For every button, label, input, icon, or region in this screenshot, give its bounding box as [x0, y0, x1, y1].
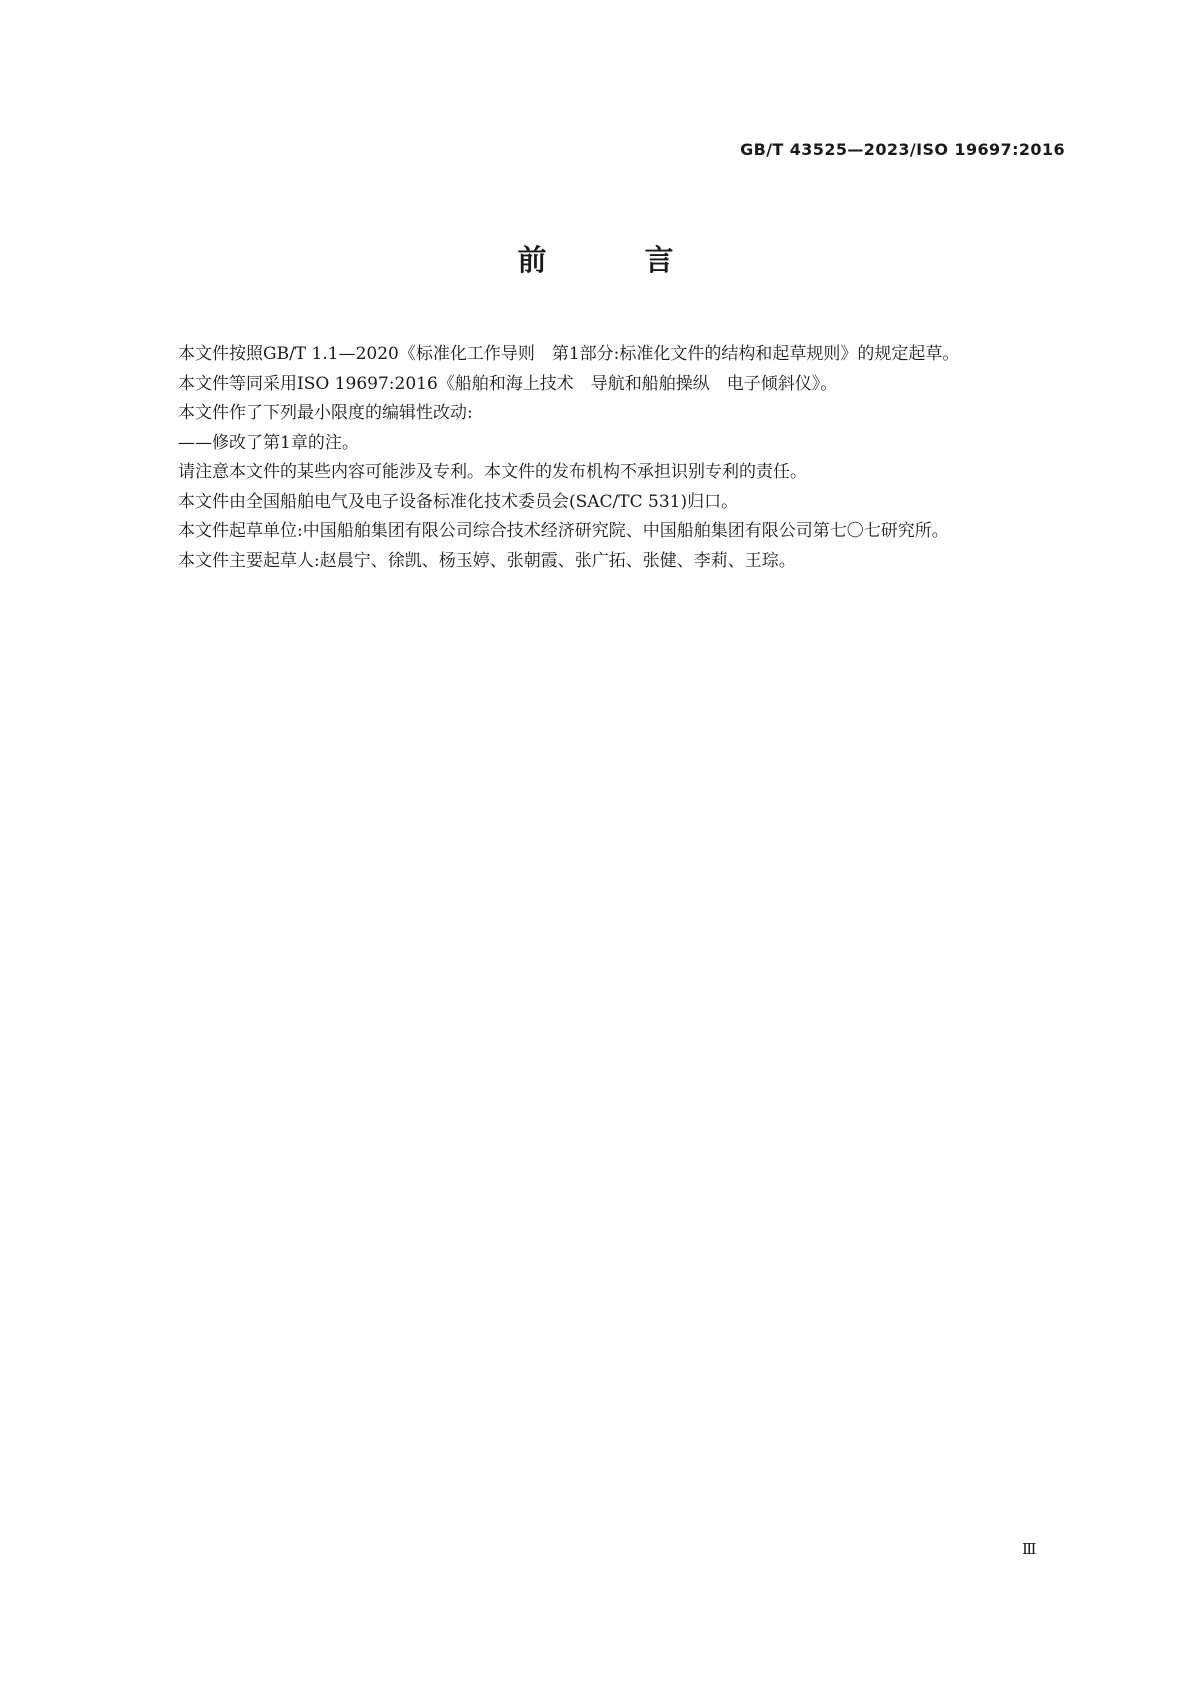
paragraph-drafters: 本文件主要起草人:赵晨宁、徐凯、杨玉婷、张朝霞、张广拓、张健、李莉、王琮。 — [178, 550, 796, 571]
foreword-body — [144, 340, 1064, 576]
paragraph-change-item: ——修改了第1章的注。 — [178, 432, 359, 453]
paragraph-patent-notice: 请注意本文件的某些内容可能涉及专利。本文件的发布机构不承担识别专利的责任。 — [178, 462, 807, 482]
paragraph-drafting-units: 本文件起草单位:中国船舶集团有限公司综合技术经济研究院、中国船舶集团有限公司第七〇七研究所。 — [178, 521, 949, 541]
page-number: Ⅲ — [1022, 1540, 1036, 1558]
page-title: 前 言 — [517, 243, 718, 277]
paragraph-drafting-rules: 本文件按照GB/T 1.1—2020《标准化工作导则 第1部分:标准化文件的结构和起草规则》的规定起草。 — [178, 344, 960, 364]
standard-code: GB/T 43525—2023/ISO 19697:2016 — [740, 140, 1065, 159]
paragraph-adoption: 本文件等同采用ISO 19697:2016《船舶和海上技术 导航和船舶操纵 电子倾斜仪》。 — [178, 373, 838, 394]
paragraph-editorial-changes: 本文件作了下列最小限度的编辑性改动: — [178, 403, 473, 423]
paragraph-committee: 本文件由全国船舶电气及电子设备标准化技术委员会(SAC/TC 531)归口。 — [178, 491, 739, 512]
